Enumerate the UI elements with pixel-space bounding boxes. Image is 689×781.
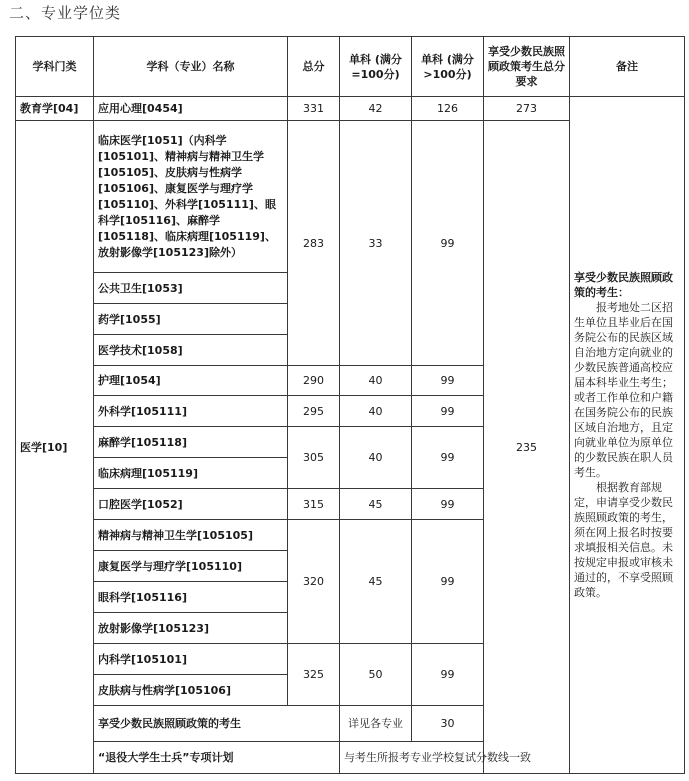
single-gt100-cell: 99 [412, 489, 484, 520]
total-cell: 290 [288, 366, 340, 396]
subject-cell: 皮肤病与性病学[105106] [94, 675, 288, 706]
single-gt100-cell: 99 [412, 121, 484, 366]
single100-cell: 33 [340, 121, 412, 366]
single-gt100-cell: 99 [412, 644, 484, 706]
header-category: 学科门类 [16, 37, 94, 97]
subject-cell: 康复医学与理疗学[105110] [94, 551, 288, 582]
total-cell: 325 [288, 644, 340, 706]
total-cell: 331 [288, 97, 340, 121]
subject-cell: 药学[1055] [94, 304, 288, 335]
header-subject: 学科（专业）名称 [94, 37, 288, 97]
table-row [16, 97, 685, 121]
section-title: 二、专业学位类 [9, 4, 122, 22]
minority-total-cell: 273 [484, 97, 570, 121]
minority-total-cell: 235 [484, 121, 570, 774]
single100-cell: 30 [412, 706, 484, 742]
total-cell: 305 [288, 427, 340, 489]
header-total: 总分 [288, 37, 340, 97]
header-single-gt100: 单科 (满分>100分) [412, 37, 484, 97]
total-cell: 283 [288, 121, 340, 366]
header-row [16, 37, 685, 97]
single100-cell: 45 [340, 489, 412, 520]
single-gt100-cell: 99 [412, 366, 484, 396]
single100-cell: 50 [340, 644, 412, 706]
subject-cell: 临床医学[1051]（内科学[105101]、精神病与精神卫生学[105105]、皮肤病与性病学[105106]、康复医学与理疗学[105110]、外科学[105111]、眼科学[105116]、麻醉学[105118]、临床病理[105119]、放射影像学[105123]除外） [94, 121, 288, 273]
veteran-value-cell: 与考生所报考专业学校复试分数线一致 [340, 742, 685, 774]
header-remarks: 备注 [570, 37, 685, 97]
single100-cell: 40 [340, 396, 412, 427]
score-table [15, 36, 685, 774]
minority-label-cell: 享受少数民族照顾政策的考生 [94, 706, 340, 742]
category-cell: 教育学[04] [16, 97, 94, 121]
subject-cell: 麻醉学[105118] [94, 427, 288, 458]
subject-cell: 公共卫生[1053] [94, 273, 288, 304]
total-cell: 315 [288, 489, 340, 520]
remarks-paragraph-1: 报考地处二区招生单位且毕业后在国务院公布的民族区域自治地方定向就业的少数民族普通高校应届本科毕业生考生；或者工作单位和户籍在国务院公布的民族区域自治地方，且定向就业单位为原单位的少数民族在职人员考生。 [574, 301, 673, 479]
remarks-paragraph-2: 根据教育部规定，申请享受少数民族照顾政策的考生，须在网上报名时按要求填报相关信息。未按规定申报或审核未通过的，不享受照顾政策。 [574, 481, 673, 599]
single100-cell: 45 [340, 520, 412, 644]
subject-cell: 内科学[105101] [94, 644, 288, 675]
subject-cell: 临床病理[105119] [94, 458, 288, 489]
subject-cell: 外科学[105111] [94, 396, 288, 427]
table-row [16, 742, 685, 774]
subject-cell: 眼科学[105116] [94, 582, 288, 613]
single-gt100-cell: 99 [412, 520, 484, 644]
total-cell: 详见各专业 [340, 706, 412, 742]
veteran-label-cell: “退役大学生士兵”专项计划 [94, 742, 340, 774]
remarks-head: 享受少数民族照顾政策的考生： [574, 271, 673, 299]
total-cell: 320 [288, 520, 340, 644]
single-gt100-cell: 99 [412, 396, 484, 427]
subject-cell: 口腔医学[1052] [94, 489, 288, 520]
subject-cell: 精神病与精神卫生学[105105] [94, 520, 288, 551]
header-single-100: 单科 (满分=100分) [340, 37, 412, 97]
single100-cell: 40 [340, 427, 412, 489]
subject-cell: 放射影像学[105123] [94, 613, 288, 644]
total-cell: 295 [288, 396, 340, 427]
single100-cell: 42 [340, 97, 412, 121]
subject-cell: 医学技术[1058] [94, 335, 288, 366]
single-gt100-cell: 126 [412, 97, 484, 121]
subject-cell: 护理[1054] [94, 366, 288, 396]
remarks-cell [570, 97, 685, 774]
single-gt100-cell: 99 [412, 427, 484, 489]
category-cell: 医学[10] [16, 121, 94, 774]
header-minority-total: 享受少数民族照顾政策考生总分要求 [484, 37, 570, 97]
single100-cell: 40 [340, 366, 412, 396]
subject-cell: 应用心理[0454] [94, 97, 288, 121]
